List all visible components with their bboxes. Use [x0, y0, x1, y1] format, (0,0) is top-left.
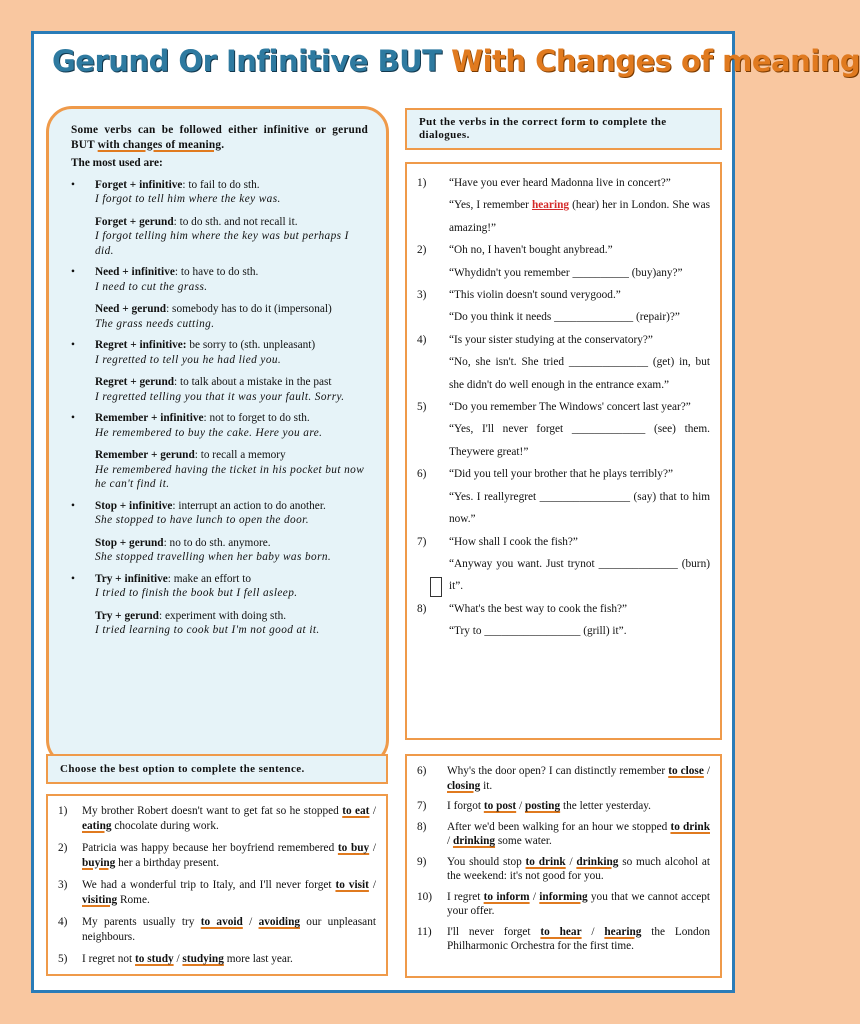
rule-head: Remember + gerund [95, 449, 195, 461]
rule-example: The grass needs cutting. [95, 317, 215, 330]
dialogue-number: 8) [417, 602, 427, 615]
dialogue-item [417, 463, 710, 530]
dialogue-number: 1) [417, 177, 427, 189]
rule-def: : interrupt an action to do another. [172, 499, 326, 512]
title-part-1: Gerund Or Infinitive BUT [52, 44, 442, 78]
rule-definition [95, 572, 368, 587]
dialogue-line-2 [449, 486, 710, 531]
sentence-part: chocolate during work. [111, 819, 219, 832]
sentence-item [58, 841, 376, 870]
sentence-item [58, 878, 376, 907]
sentence-item [58, 804, 376, 833]
sentence-number: 7) [417, 800, 427, 812]
rule-item [71, 265, 368, 294]
sentence-part: our unpleasant neighbours. [82, 916, 376, 943]
option-gerund[interactable]: eating [82, 819, 112, 832]
dialogue-text: “Yes, I remember [449, 199, 532, 212]
sentence-number: 3) [58, 879, 68, 891]
rule-definition [95, 302, 368, 317]
dialogue-line-1: “This violin doesn't sound verygood.” [449, 289, 621, 302]
dialogues-panel [405, 162, 722, 740]
rule-definition [95, 448, 368, 463]
option-separator: / [368, 879, 376, 891]
bullet-icon: • [71, 499, 75, 512]
option-separator: / [703, 765, 711, 777]
rule-def: : to do sth. and not recall it. [173, 215, 298, 228]
option-gerund[interactable]: informing [539, 890, 588, 903]
sentence-part: the letter yesterday. [560, 800, 651, 812]
sentence-part: Patricia was happy because her boyfriend remembered [82, 842, 338, 854]
rule-item [71, 302, 368, 331]
answer-blank[interactable]: ______________ [598, 557, 678, 570]
dialogue-text: “Whydidn't you remember [449, 266, 573, 279]
option-gerund[interactable]: drinking [452, 835, 496, 847]
worksheet [31, 31, 860, 993]
rule-example: I need to cut the grass. [95, 280, 208, 293]
answer-blank[interactable]: ______________ [554, 311, 634, 324]
option-gerund[interactable]: buying [82, 856, 116, 869]
rule-example: I forgot telling him where the key was but perhaps I did. [95, 230, 349, 257]
rule-def: : to fail to do sth. [182, 178, 260, 191]
option-separator: / [369, 805, 376, 817]
rules-intro: Some verbs can be followed either infinitive or gerund BUT with changes of meaning. [71, 124, 368, 151]
sentence-part: the London Philharmonic Orchestra for the first time. [447, 925, 711, 952]
sentence-item [58, 915, 376, 944]
sentence-number: 10) [417, 890, 433, 903]
rule-head: Need + gerund [95, 303, 167, 315]
option-gerund[interactable]: studying [182, 953, 224, 965]
rule-head: Remember + infinitive [95, 412, 204, 424]
rule-head: Regret + gerund [95, 376, 175, 388]
option-separator: / [242, 916, 259, 928]
rule-head: Forget + gerund [95, 215, 174, 228]
bullet-icon: • [71, 572, 75, 585]
option-separator: / [173, 953, 183, 965]
rule-example: I tried to finish the book but I fell asleep. [95, 587, 298, 599]
rule-head: Forget + infinitive [95, 178, 183, 191]
rule-head: Regret + infinitive: [95, 339, 187, 351]
option-separator: / [447, 835, 453, 847]
rule-def: : no to do sth. anymore. [163, 536, 271, 549]
title-part-2: With Changes of meaning [451, 44, 860, 78]
dialogue-text: “No, she isn't. She tried [449, 356, 569, 369]
sentence-part: I forgot [447, 800, 484, 812]
sentence-text [447, 799, 710, 814]
option-infinitive[interactable]: to inform [483, 890, 530, 903]
dialogue-line-1: “Do you remember The Windows' concert last year?” [449, 401, 691, 414]
sentence-item [417, 799, 710, 814]
sentence-text [82, 804, 376, 833]
rule-def: : experiment with doing sth. [158, 609, 287, 622]
rule-def: be sorry to (sth. unpleasant) [186, 339, 316, 351]
dialogue-item [417, 239, 710, 284]
sentence-number: 11) [417, 925, 432, 938]
dialogue-number: 3) [417, 289, 427, 302]
sentence-item [417, 855, 710, 884]
answer-blank[interactable]: ______________ [568, 356, 648, 369]
dialogue-text: (buy)any?” [628, 266, 683, 279]
rule-definition [95, 609, 368, 624]
dialogue-text: “Anyway you want. Just trynot [449, 557, 599, 570]
sentence-part: You should stop [447, 855, 526, 868]
rule-item [71, 609, 368, 638]
option-separator: / [581, 925, 605, 938]
sentence-part: you that we cannot accept your offer. [447, 890, 711, 917]
dialogue-text: “Yes, I'll never forget [449, 423, 572, 436]
dialogue-number: 5) [417, 401, 427, 414]
sentence-part: My brother Robert doesn't want to get fat so he stopped [82, 805, 343, 817]
rule-definition [95, 499, 368, 514]
rule-definition [95, 215, 368, 230]
worksheet-title [52, 44, 860, 78]
rule-example: He remembered having the ticket in his pocket but now he can't find it. [95, 463, 365, 490]
sentence-number: 2) [58, 842, 68, 854]
sentence-part: Rome. [117, 893, 150, 906]
sentences-right-panel [405, 754, 722, 978]
option-gerund[interactable]: avoiding [258, 916, 300, 928]
sentence-text [447, 855, 710, 884]
sentence-text [447, 764, 710, 793]
dialogue-text: (say) that to him now.” [449, 490, 710, 526]
dialogue-text: (get) in, but she didn't do well enough in the entrance exam.” [449, 356, 710, 391]
bullet-icon: • [71, 412, 75, 424]
dialogue-line-2 [449, 306, 710, 328]
answer-blank[interactable]: _____________ [571, 423, 646, 436]
dialogue-item [417, 329, 710, 396]
rule-example: She stopped travelling when her baby was born. [95, 551, 332, 563]
dialogue-number: 6) [417, 468, 427, 481]
grammar-rules-panel [46, 106, 389, 766]
sentence-number: 4) [58, 916, 68, 928]
rule-item [71, 375, 368, 404]
dialogue-text: “Yes. I reallyregret [449, 490, 540, 503]
rule-item [71, 536, 368, 565]
option-gerund[interactable]: hearing [604, 925, 642, 938]
dialogue-text: (burn) it”. [449, 557, 710, 593]
sentence-part: some water. [495, 835, 552, 847]
dialogue-text: “Do you think it needs [449, 311, 555, 324]
sentence-number: 8) [417, 820, 427, 833]
dialogue-line-1: “Did you tell your brother that he plays terribly?” [449, 468, 673, 481]
dialogue-line-1: “Have you ever heard Madonna live in concert?” [449, 177, 671, 189]
rule-example: I tried learning to cook but I'm not good at it. [95, 624, 320, 636]
rule-example: She stopped to have lunch to open the door. [95, 514, 309, 526]
dialogue-text: “Try to [449, 625, 485, 638]
rule-definition [95, 178, 368, 193]
option-infinitive[interactable]: to post [483, 800, 517, 812]
option-gerund[interactable]: drinking [576, 855, 619, 868]
rule-head: Try + gerund [95, 609, 159, 622]
dialogues-instruction: Put the verbs in the correct form to complete the dialogues. [405, 108, 722, 150]
rule-definition [95, 536, 368, 551]
text-cursor-icon [430, 577, 442, 597]
answer-blank[interactable]: _________________ [484, 625, 581, 638]
dialogue-line-1: “Is your sister studying at the conservatory?” [449, 333, 653, 346]
rule-item [71, 338, 368, 367]
choose-instruction: Choose the best option to complete the sentence. [46, 754, 388, 784]
sentence-text [82, 952, 376, 967]
sentence-part: My parents usually try [82, 916, 201, 928]
option-gerund[interactable]: closing [447, 779, 481, 792]
sentence-part: After we'd been walking for an hour we stopped [447, 820, 671, 833]
sentence-item [58, 952, 376, 967]
dialogue-number: 2) [417, 244, 427, 257]
dialogue-text: (hear) her in London. She was amazing!” [449, 199, 710, 234]
sentence-number: 5) [58, 953, 68, 965]
sentence-text [82, 915, 376, 944]
dialogue-line-2 [449, 553, 710, 598]
most-used-heading: The most used are: [71, 157, 163, 169]
sentence-part: I'll never forget [447, 925, 541, 938]
sentence-item [417, 925, 710, 954]
rule-def: : somebody has to do it (impersonal) [166, 303, 332, 315]
dialogue-text: (see) them. Theywere great!” [449, 423, 710, 458]
bullet-icon: • [71, 339, 75, 351]
option-separator: / [516, 800, 525, 812]
rule-item [71, 448, 368, 492]
bullet-icon: • [71, 178, 75, 191]
rule-def: : to have to do sth. [174, 266, 259, 278]
option-gerund[interactable]: posting [524, 800, 561, 812]
sentence-part: more last year. [223, 953, 293, 965]
option-separator: / [369, 842, 376, 854]
option-infinitive[interactable]: to close [668, 765, 704, 777]
sentence-item [417, 820, 710, 849]
dialogue-item [417, 531, 710, 598]
sentence-text [447, 890, 710, 919]
rule-item [71, 215, 368, 259]
dialogue-number: 4) [417, 333, 427, 346]
dialogue-text: (repair)?” [633, 311, 680, 324]
dialogue-item [417, 598, 710, 643]
rule-item [71, 499, 368, 528]
rule-def: : not to forget to do sth. [203, 412, 310, 424]
dialogue-item [417, 172, 710, 239]
dialogue-line-2 [449, 351, 710, 396]
rule-example: He remembered to buy the cake. Here you are. [95, 426, 323, 439]
dialogue-line-2 [449, 620, 710, 642]
answer-blank[interactable]: hearing [531, 199, 570, 212]
dialogue-line-2 [449, 262, 710, 284]
dialogues-list [417, 172, 710, 643]
sentence-part: so much alcohol at the weekend: it's not good for you. [447, 855, 710, 882]
dialogue-item [417, 396, 710, 463]
sentence-number: 9) [417, 855, 427, 868]
rule-definition [95, 265, 368, 280]
sentence-number: 6) [417, 765, 427, 777]
sentence-number: 1) [58, 805, 68, 817]
option-gerund[interactable]: visiting [82, 893, 118, 906]
option-infinitive[interactable]: to visit [335, 879, 369, 891]
dialogue-text: (grill) it”. [580, 625, 627, 638]
option-separator: / [529, 890, 540, 903]
changes-of-meaning-text: with changes of meaning [97, 138, 222, 151]
bullet-icon: • [71, 266, 75, 278]
dialogue-number: 7) [417, 535, 427, 548]
rule-example: I forgot to tell him where the key was. [95, 193, 281, 205]
answer-blank[interactable]: __________ [572, 266, 629, 279]
rule-head: Need + infinitive [95, 266, 175, 278]
option-infinitive[interactable]: to drink [670, 820, 710, 833]
option-separator: / [565, 855, 577, 868]
option-infinitive[interactable]: to drink [525, 855, 566, 868]
option-infinitive[interactable]: to eat [342, 805, 370, 817]
answer-blank[interactable]: ________________ [539, 490, 631, 503]
option-infinitive[interactable]: to hear [540, 925, 582, 938]
sentence-text [447, 820, 710, 849]
rule-example: I regretted to tell you he had lied you. [95, 353, 282, 366]
sentences-left-panel [46, 794, 388, 976]
rule-item [71, 572, 368, 601]
rule-def: : make an effort to [167, 572, 251, 585]
rule-item [71, 178, 368, 207]
rules-list [71, 178, 368, 638]
dialogue-line-2 [449, 418, 710, 463]
rule-head: Stop + gerund [95, 536, 164, 549]
sentence-part: I regret not [82, 953, 136, 965]
dialogue-line-1: “How shall I cook the fish?” [449, 535, 578, 548]
sentence-item [417, 890, 710, 919]
rule-definition [95, 375, 368, 390]
dialogue-line-1: “What's the best way to cook the fish?” [449, 602, 628, 615]
sentence-part: We had a wonderful trip to Italy, and I'll never forget [82, 879, 336, 891]
sentence-item [417, 764, 710, 793]
rule-head: Try + infinitive [95, 572, 168, 585]
sentence-text [82, 841, 376, 870]
dialogue-item [417, 284, 710, 329]
sentence-text [447, 925, 710, 954]
sentence-part: I regret [447, 890, 484, 903]
rule-head: Stop + infinitive [95, 499, 173, 512]
sentence-part: her a birthday present. [115, 856, 220, 869]
dialogue-line-1: “Oh no, I haven't bought anybread.” [449, 244, 613, 257]
rule-def: : to recall a memory [194, 449, 286, 461]
sentence-text [82, 878, 376, 907]
sentence-part: it. [480, 779, 493, 792]
dialogue-line-2 [449, 194, 710, 239]
option-infinitive[interactable]: to avoid [200, 916, 243, 928]
option-infinitive[interactable]: to study [135, 953, 174, 965]
rule-definition [95, 411, 368, 426]
rule-item [71, 411, 368, 440]
sentence-part: Why's the door open? I can distinctly remember [447, 765, 669, 777]
rule-example: I regretted telling you that it was your fault. Sorry. [95, 390, 345, 403]
rule-definition [95, 338, 368, 353]
rule-def: : to talk about a mistake in the past [174, 376, 332, 388]
option-infinitive[interactable]: to buy [337, 842, 370, 854]
